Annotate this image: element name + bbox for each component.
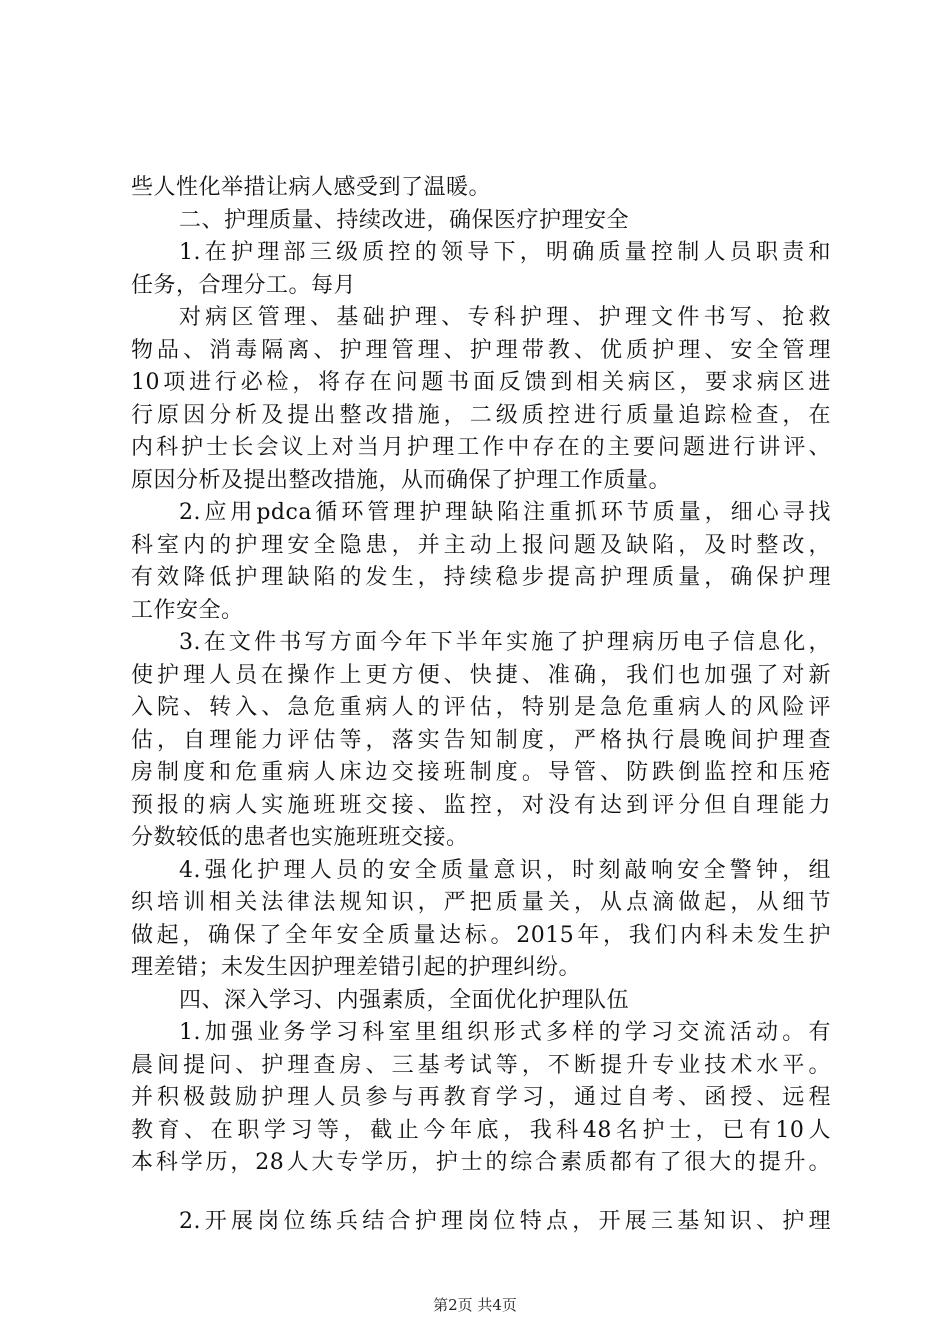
text-line: 科室内的护理安全隐患，并主动上报问题及缺陷，及时整改， <box>131 532 831 558</box>
text-line: 对病区管理、基础护理、专科护理、护理文件书写、抢救 <box>179 305 831 330</box>
text-line: 10项进行必检，将存在问题书面反馈到相关病区，要求病区进 <box>131 370 831 395</box>
text-line: 入院、转入、急危重病人的评估，特别是急危重病人的风险评 <box>131 695 831 720</box>
text-line: 1.在护理部三级质控的领导下，明确质量控制人员职责和 <box>179 240 831 265</box>
text-line: 2.应用pdca循环管理护理缺陷注重抓环节质量，细心寻找 <box>179 500 831 525</box>
text-line: 1.加强业务学习科室里组织形式多样的学习交流活动。有 <box>179 1020 831 1045</box>
text-line: 些人性化举措让病人感受到了温暖。 <box>131 175 492 200</box>
text-line: 并积极鼓励护理人员参与再教育学习，通过自考、函授、远程 <box>131 1085 831 1110</box>
text-line: 本科学历，28人大专学历，护士的综合素质都有了很大的提升。 <box>131 1150 831 1175</box>
text-line: 物品、消毒隔离、护理管理、护理带教、优质护理、安全管理 <box>131 337 831 363</box>
section-heading: 四、深入学习、内强素质，全面优化护理队伍 <box>179 987 630 1013</box>
text-line: 行原因分析及提出整改措施，二级质控进行质量追踪检查，在 <box>131 402 831 428</box>
text-line: 织培训相关法律法规知识，严把质量关，从点滴做起，从细节 <box>131 890 831 915</box>
text-line: 晨间提问、护理查房、三基考试等，不断提升专业技术水平。 <box>131 1052 831 1078</box>
text-line: 预报的病人实施班班交接、监控，对没有达到评分但自理能力 <box>131 792 831 818</box>
text-line: 2.开展岗位练兵结合护理岗位特点，开展三基知识、护理 <box>179 1208 831 1234</box>
text-line: 4.强化护理人员的安全质量意识，时刻敲响安全警钟，组 <box>179 857 831 883</box>
text-line: 内科护士长会议上对当月护理工作中存在的主要问题进行讲评、 <box>131 435 831 460</box>
text-line: 3.在文件书写方面今年下半年实施了护理病历电子信息化， <box>179 630 831 655</box>
page-footer: 第2页 共4页 <box>433 1296 517 1314</box>
text-line: 原因分析及提出整改措施，从而确保了护理工作质量。 <box>131 467 672 493</box>
text-line: 分数较低的患者也实施班班交接。 <box>131 825 469 850</box>
document-body <box>131 172 831 1238</box>
text-line: 有效降低护理缺陷的发生，持续稳步提高护理质量，确保护理 <box>131 565 831 590</box>
paragraph-gap <box>131 1180 831 1206</box>
text-line: 房制度和危重病人床边交接班制度。导管、防跌倒监控和压疮 <box>131 760 831 785</box>
text-line: 理差错；未发生因护理差错引起的护理纠纷。 <box>131 955 582 980</box>
section-heading: 二、护理质量、持续改进，确保医疗护理安全 <box>179 207 630 233</box>
text-line: 做起，确保了全年安全质量达标。2015年，我们内科未发生护 <box>131 922 831 948</box>
text-line: 任务，合理分工。每月 <box>131 272 357 298</box>
text-line: 工作安全。 <box>131 597 244 623</box>
text-line: 教育、在职学习等，截止今年底，我科48名护士，已有10人 <box>131 1117 831 1143</box>
text-line: 估，自理能力评估等，落实告知制度，严格执行晨晚间护理查 <box>131 727 831 753</box>
text-line: 使护理人员在操作上更方便、快捷、准确，我们也加强了对新 <box>131 662 831 688</box>
